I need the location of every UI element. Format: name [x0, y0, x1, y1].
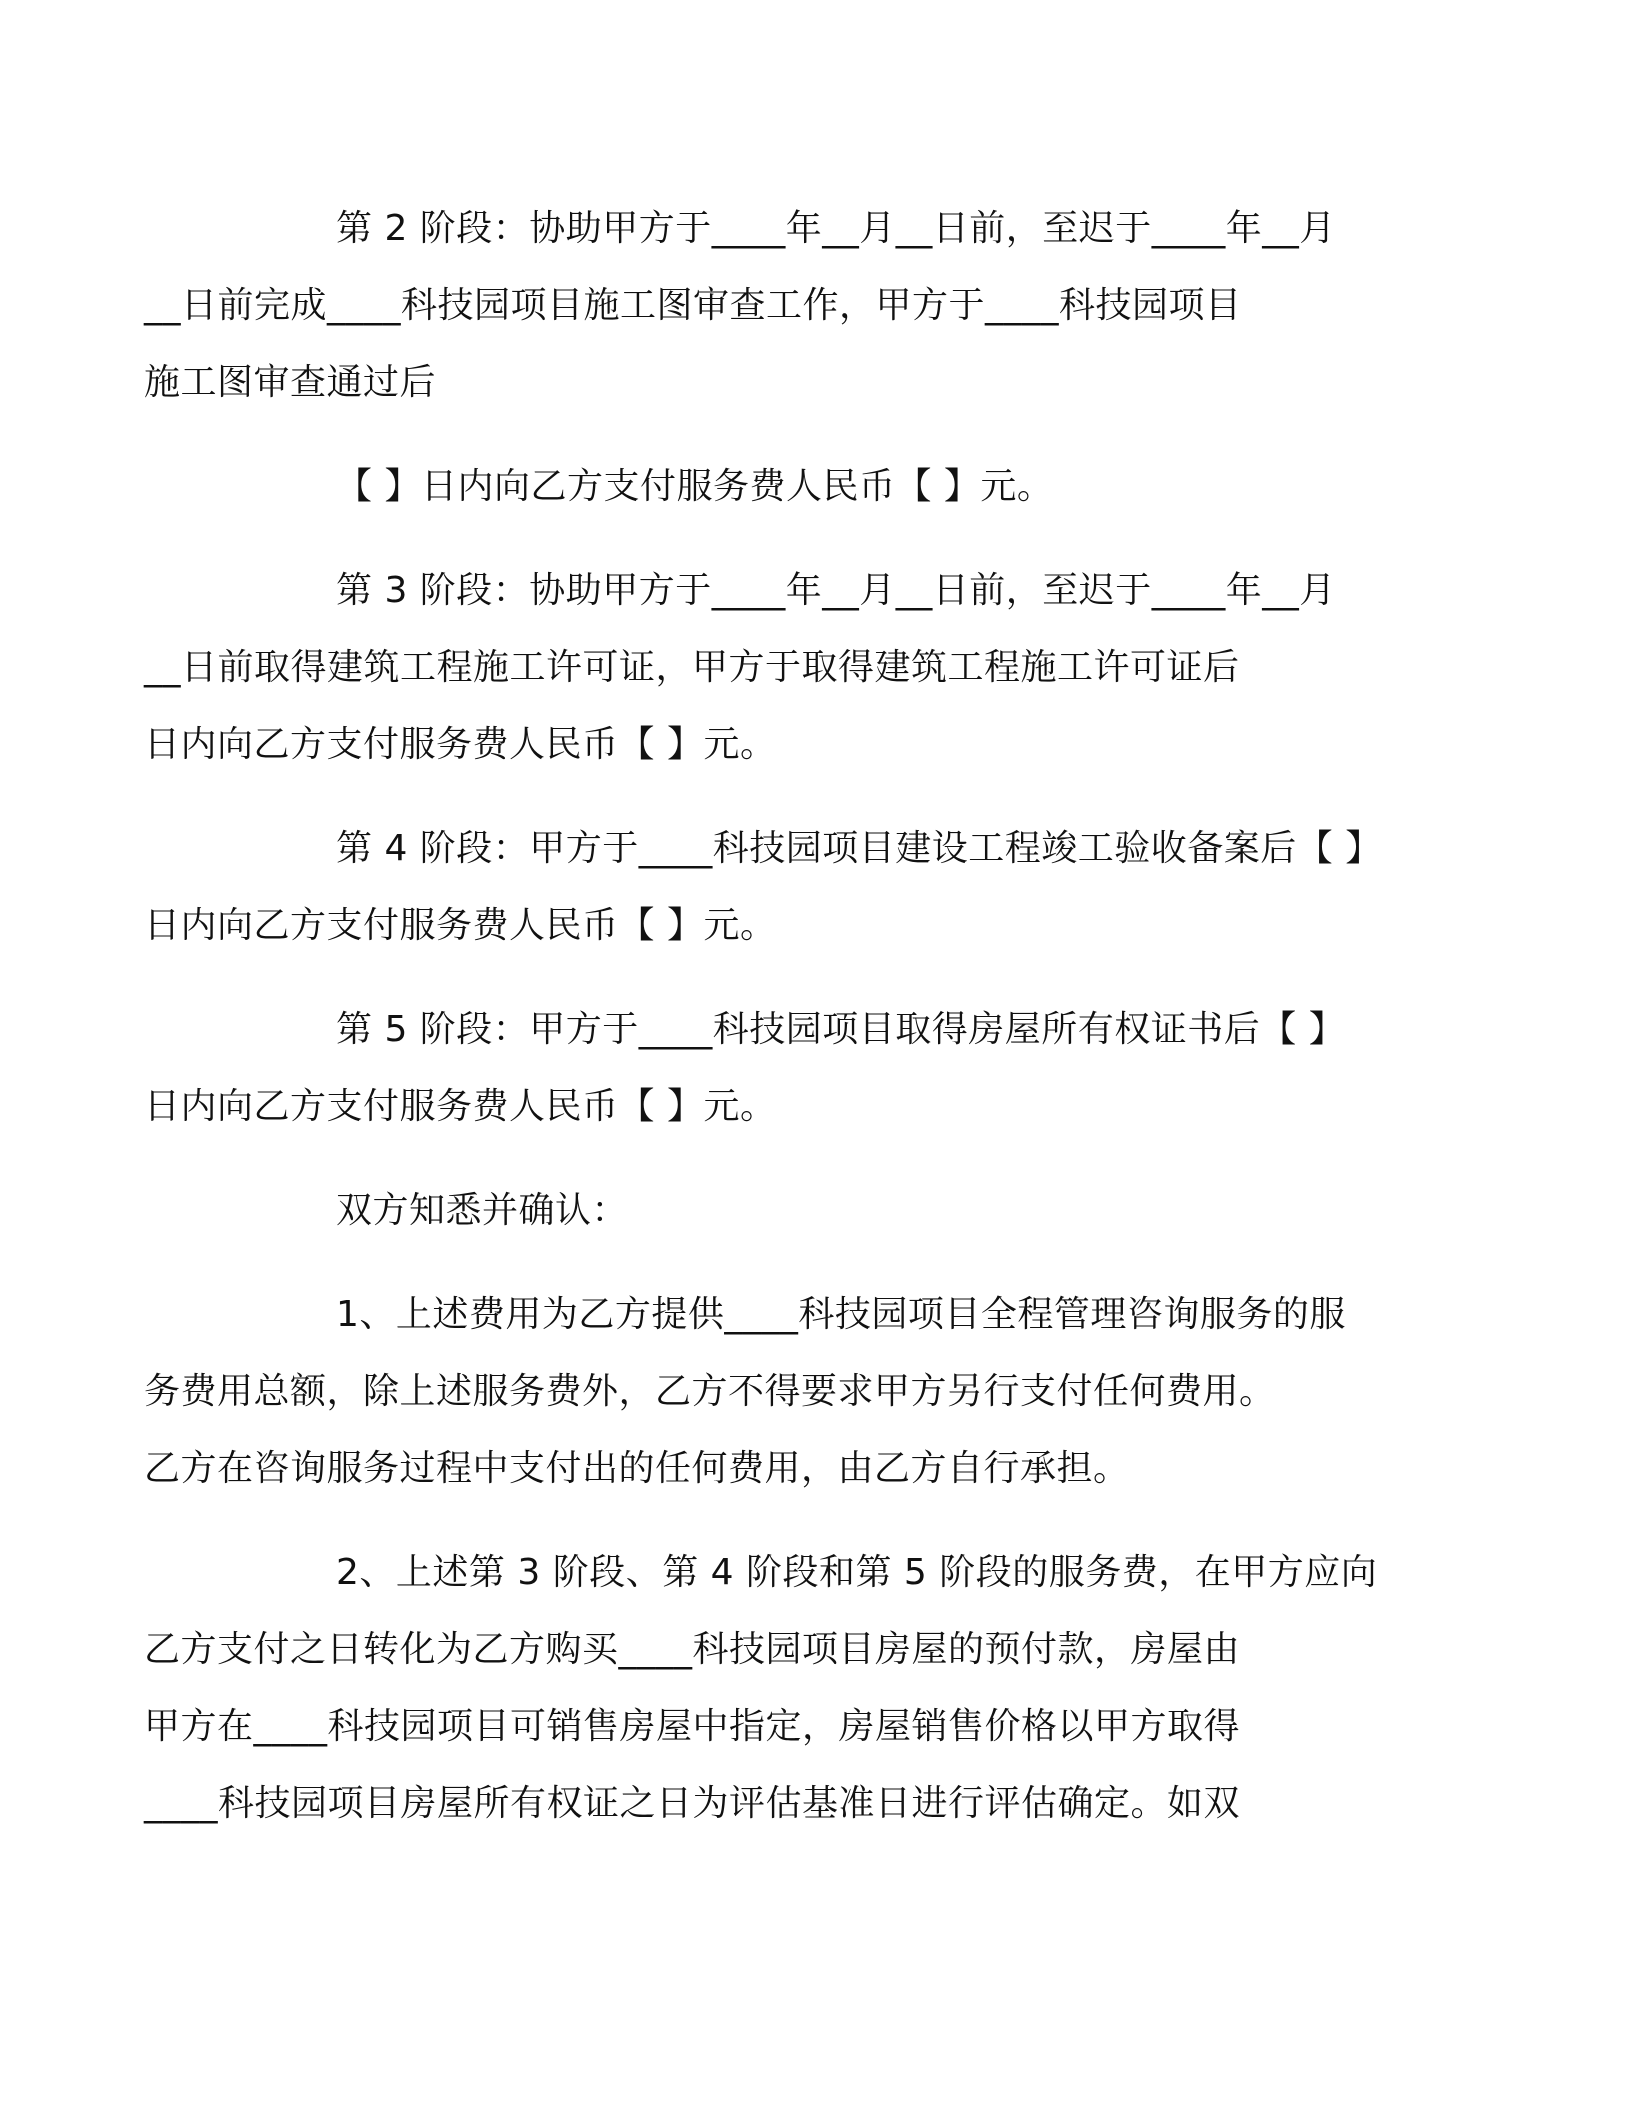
text-line: ____科技园项目房屋所有权证之日为评估基准日进行评估确定。如双 [144, 1783, 1241, 1824]
text-line: __日前取得建筑工程施工许可证，甲方于取得建筑工程施工许可证后 [144, 647, 1240, 688]
paragraph-clause-1 [144, 1276, 1390, 1507]
text-line: 务费用总额，除上述服务费外，乙方不得要求甲方另行支付任何费用。 [144, 1371, 1276, 1412]
paragraph-mutual-acknowledgement [240, 1172, 1390, 1249]
text-line: 第 4 阶段：甲方于____科技园项目建设工程竣工验收备案后【 】 [336, 828, 1382, 869]
paragraph-stage-4 [144, 810, 1390, 964]
text-line: 【 】日内向乙方支付服务费人民币【 】元。 [336, 466, 1054, 507]
paragraph-stage-5 [144, 991, 1390, 1145]
text-line: __日前完成____科技园项目施工图审查工作，甲方于____科技园项目 [144, 285, 1242, 326]
text-line: 日内向乙方支付服务费人民币【 】元。 [144, 905, 777, 946]
text-line: 乙方在咨询服务过程中支付出的任何费用，由乙方自行承担。 [144, 1448, 1130, 1489]
text-line: 日内向乙方支付服务费人民币【 】元。 [144, 1086, 777, 1127]
text-line: 1、上述费用为乙方提供____科技园项目全程管理咨询服务的服 [336, 1294, 1346, 1335]
text-line: 日内向乙方支付服务费人民币【 】元。 [144, 724, 777, 765]
paragraph-stage-2 [144, 190, 1390, 421]
paragraph-clause-2 [144, 1534, 1390, 1842]
text-line: 2、上述第 3 阶段、第 4 阶段和第 5 阶段的服务费，在甲方应向 [336, 1552, 1378, 1593]
paragraph-stage-2-payment [240, 448, 1390, 525]
text-line: 双方知悉并确认： [336, 1190, 629, 1231]
paragraph-stage-3 [144, 552, 1390, 783]
document-body [144, 190, 1390, 1869]
text-line: 第 5 阶段：甲方于____科技园项目取得房屋所有权证书后【 】 [336, 1009, 1346, 1050]
text-line: 乙方支付之日转化为乙方购买____科技园项目房屋的预付款，房屋由 [144, 1629, 1241, 1670]
text-line: 第 3 阶段：协助甲方于____年__月__日前，至迟于____年__月 [336, 570, 1336, 611]
text-line: 第 2 阶段：协助甲方于____年__月__日前，至迟于____年__月 [336, 208, 1336, 249]
text-line: 甲方在____科技园项目可销售房屋中指定，房屋销售价格以甲方取得 [144, 1706, 1241, 1747]
text-line: 施工图审查通过后 [144, 362, 437, 403]
